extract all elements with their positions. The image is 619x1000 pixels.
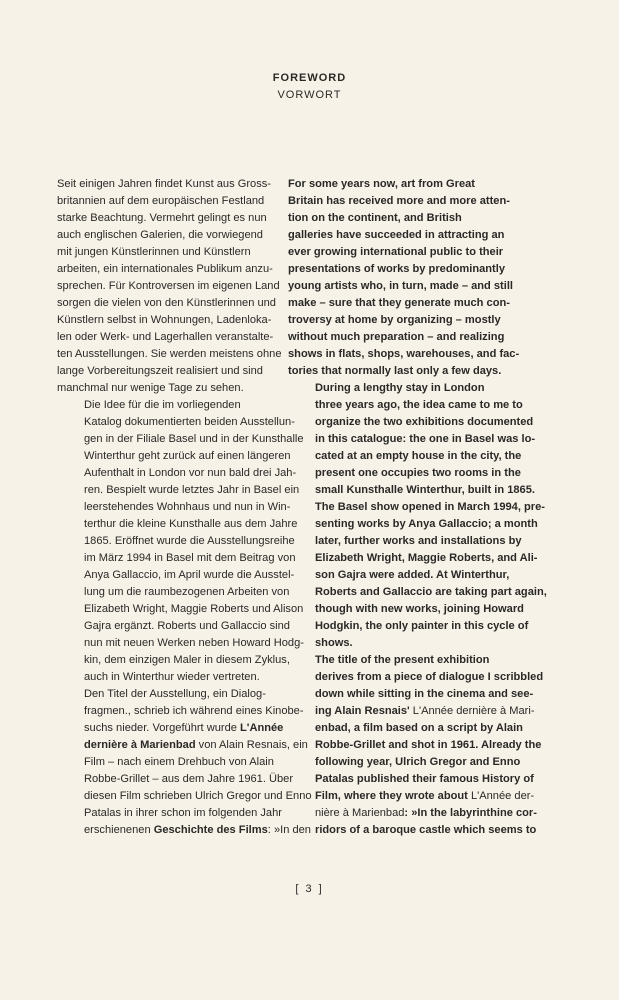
text-line: arbeiten, ein internationales Publikum anzu- [57, 263, 273, 275]
text-line: Winterthur geht zurück auf einen längeren [84, 450, 291, 462]
text-line: sorgen die vielen von den Künstlerinnen und [57, 297, 276, 309]
film-title-regular: nière à Marienbad [315, 807, 405, 819]
text-line: tion on the continent, and British [288, 212, 462, 224]
text-line: senting works by Anya Gallaccio; a month [315, 518, 538, 530]
text-line: Robbe-Grillet – aus dem Jahre 1961. Über [84, 773, 294, 785]
german-text-column [57, 176, 312, 839]
text-line [57, 822, 311, 839]
text-line: ever growing international public to their [288, 246, 504, 258]
text-line: son Gajra were added. At Winterthur, [315, 569, 510, 581]
text-line: diesen Film schrieben Ulrich Gregor und Enno [84, 790, 312, 802]
german-paragraph-1 [57, 176, 282, 397]
text-line: ten Ausstellungen. Sie werden meistens ohne [57, 348, 282, 360]
text-line: later, further works and installations by [315, 535, 522, 547]
text-line: without much preparation – and realizing [288, 331, 505, 343]
text-run: : »In den [267, 824, 311, 836]
film-title-regular: L'Année der- [470, 790, 535, 802]
text-line: small Kunsthalle Winterthur, built in 1865. [315, 484, 535, 496]
film-title-bold: L'Année [240, 722, 284, 734]
english-paragraph-3 [288, 652, 544, 839]
text-run: ing Alain Resnais' [315, 705, 413, 717]
english-paragraph-2 [288, 380, 547, 652]
text-line: manchmal nur wenige Tage zu sehen. [57, 382, 244, 394]
text-line: For some years now, art from Great [288, 178, 476, 190]
text-line: derives from a piece of dialogue I scribbled [315, 671, 544, 683]
book-title-bold: Geschichte des Films [153, 824, 268, 836]
text-line: Robbe-Grillet and shot in 1961. Already the [315, 739, 542, 751]
text-line: tories that normally last only a few days. [288, 365, 502, 377]
text-line: The Basel show opened in March 1994, pre- [315, 501, 545, 513]
text-line: Hodgkin, the only painter in this cycle of [315, 620, 529, 632]
text-line: down while sitting in the cinema and see- [315, 688, 534, 700]
text-line: Gajra ergänzt. Roberts und Gallaccio sind [84, 620, 290, 632]
text-line: auch englischen Galerien, die vorwiegend [57, 229, 263, 241]
text-line [288, 703, 535, 720]
text-line: Anya Gallaccio, im April wurde die Ausstel- [84, 569, 295, 581]
text-line: Britain has received more and more atten- [288, 195, 510, 207]
text-line [288, 805, 537, 822]
text-line: Aufenthalt in London vor nun bald drei Jah- [84, 467, 297, 479]
text-line: 1865. Eröffnet wurde die Ausstellungsreihe [84, 535, 295, 547]
text-line: Den Titel der Ausstellung, ein Dialog- [84, 688, 266, 700]
german-paragraph-2 [57, 397, 304, 686]
text-line: len oder Werk- und Lagerhallen veranstalte- [57, 331, 274, 343]
english-paragraph-1 [288, 176, 523, 380]
text-line: starke Beachtung. Vermehrt gelingt es nun [57, 212, 267, 224]
text-line: Roberts and Gallaccio are taking part again, [315, 586, 547, 598]
text-line: present one occupies two rooms in the [315, 467, 521, 479]
page-number: [ 3 ] [295, 883, 324, 895]
text-line: though with new works, joining Howard [315, 603, 524, 615]
text-line: troversy at home by organizing – mostly [288, 314, 501, 326]
text-line: Seit einigen Jahren findet Kunst aus Gross- [57, 178, 271, 190]
text-line: Künstlern selbst in Wohnungen, Ladenloka- [57, 314, 272, 326]
text-line [57, 720, 284, 737]
text-line: The title of the present exhibition [315, 654, 490, 666]
text-line: sprechen. Für Kontroversen im eigenen Land [57, 280, 280, 292]
text-line: ren. Bespielt wurde letztes Jahr in Basel ein [84, 484, 300, 496]
text-run: von Alain Resnais, ein [195, 739, 308, 751]
heading-english: FOREWORD [272, 72, 347, 84]
text-line: lange Vorbereitungszeit realisiert und sind [57, 365, 263, 377]
text-line: enbad, a film based on a script by Alain [315, 722, 523, 734]
text-line: galleries have succeeded in attracting an [288, 229, 505, 241]
text-line: make – sure that they generate much con- [288, 297, 510, 309]
text-line: young artists who, in turn, made – and still [288, 280, 513, 292]
text-run: erschienenen [84, 824, 154, 836]
text-line [288, 788, 535, 805]
text-line: kin, dem einzigen Maler in diesem Zyklus, [84, 654, 290, 666]
text-line: following year, Ulrich Gregor and Enno [315, 756, 521, 768]
heading-german: VORWORT [277, 89, 342, 101]
text-line: in this catalogue: the one in Basel was lo- [315, 433, 536, 445]
english-text-column [288, 176, 547, 839]
text-line: auch in Winterthur wieder vertreten. [84, 671, 260, 683]
text-line: fragmen., schrieb ich während eines Kinobe- [84, 705, 304, 717]
page-heading [0, 70, 619, 104]
text-line: Patalas published their famous History of [315, 773, 534, 785]
text-line: Elizabeth Wright, Maggie Roberts, and Ali- [315, 552, 538, 564]
text-line: ridors of a baroque castle which seems to [315, 824, 537, 836]
german-paragraph-3 [57, 686, 312, 839]
text-line: presentations of works by predominantly [288, 263, 505, 275]
text-line: shows. [315, 637, 353, 649]
text-line: shows in flats, shops, warehouses, and fac- [288, 348, 520, 360]
text-line: britannien auf dem europäischen Festland [57, 195, 265, 207]
text-line: organize the two exhibitions documented [315, 416, 534, 428]
text-run: : »In the labyrinthine cor- [404, 807, 537, 819]
text-line: nun mit neuen Werken neben Howard Hodg- [84, 637, 304, 649]
film-title-regular: L'Année dernière à Mari- [412, 705, 535, 717]
text-line: During a lengthy stay in London [315, 382, 485, 394]
film-title-bold: dernière à Marienbad [84, 739, 196, 751]
text-line: leerstehendes Wohnhaus und nun in Win- [84, 501, 291, 513]
text-line [57, 737, 308, 754]
text-line: three years ago, the idea came to me to [315, 399, 523, 411]
text-line: Elizabeth Wright, Maggie Roberts und Alison [84, 603, 304, 615]
text-line: cated at an empty house in the city, the [315, 450, 522, 462]
text-line: mit jungen Künstlerinnen und Künstlern [57, 246, 251, 258]
text-run: Film, where they wrote about [315, 790, 471, 802]
text-line: Die Idee für die im vorliegenden [84, 399, 241, 411]
text-line: Film – nach einem Drehbuch von Alain [84, 756, 274, 768]
text-line: Patalas in ihrer schon im folgenden Jahr [84, 807, 282, 819]
text-line: Katalog dokumentierten beiden Ausstellun- [84, 416, 295, 428]
text-line: gen in der Filiale Basel und in der Kunsthalle [84, 433, 304, 445]
text-run: suchs nieder. Vorgeführt wurde [84, 722, 241, 734]
text-line: terthur die kleine Kunsthalle aus dem Jahre [84, 518, 298, 530]
text-line: im März 1994 in Basel mit dem Beitrag von [84, 552, 296, 564]
text-line: lung um die raumbezogenen Arbeiten von [84, 586, 290, 598]
